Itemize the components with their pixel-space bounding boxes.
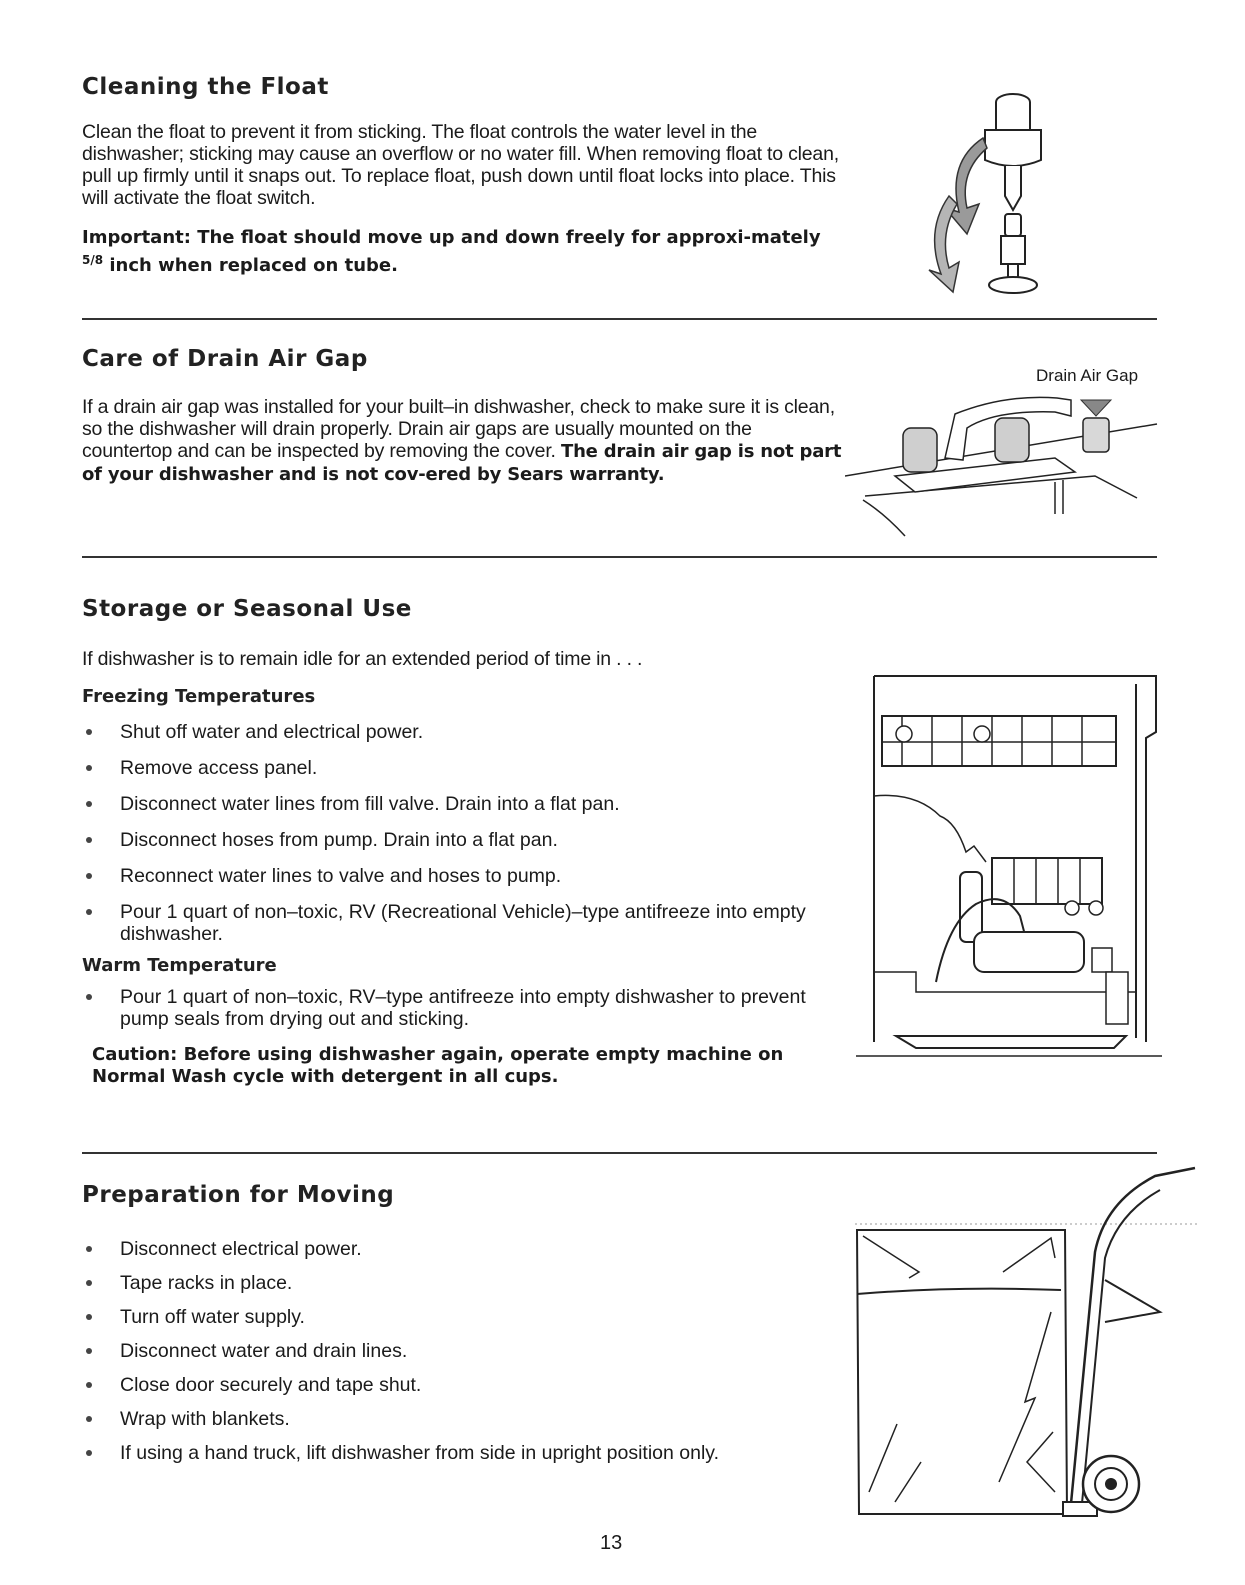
moving-section [82,1182,852,1464]
bullet-icon [86,837,92,843]
list-item: Turn off water supply. [82,1306,852,1328]
list-item: Close door securely and tape shut. [82,1374,852,1396]
bullet-icon [86,1314,92,1320]
drain-air-gap-illustration [845,388,1175,546]
float-important [82,227,842,277]
list-item: Tape racks in place. [82,1272,852,1294]
bullet-icon [86,765,92,771]
bullet-icon [86,1246,92,1252]
divider-2 [82,556,1157,558]
hand-truck-illustration [855,1162,1200,1522]
bullet-icon [86,1382,92,1388]
airgap-body-text: If a drain air gap was installed for your built–in dishwasher, check to make sure it is clean, so the dishwasher will drain properly. Drain air gaps are usually mounted on the countertop and can be inspected by removing the cover. [82,396,835,462]
freezing-subheading: Freezing Temperatures [82,686,316,707]
float-important-fraction: 5/8 [82,253,104,267]
float-body: Clean the float to prevent it from sticking. The float controls the water level in the dishwasher; sticking may cause an overflow or no water fill. When removing float to clean, pull up firmly until it snaps out. To replace float, push down until float locks into place. This will activate the float switch. [82,121,839,209]
list-item: If using a hand truck, lift dishwasher from side in upright position only. [82,1442,852,1464]
list-item: Reconnect water lines to valve and hoses to pump. [82,865,852,887]
bullet-icon [86,1450,92,1456]
list-item: Disconnect water and drain lines. [82,1340,852,1362]
storage-heading: Storage or Seasonal Use [82,596,412,622]
dishwasher-interior-illustration [856,672,1162,1060]
float-section [82,74,842,277]
divider-3 [82,1152,1157,1154]
storage-caution: Caution: Before using dishwasher again, operate empty machine on Normal Wash cycle with detergent in all cups. [92,1044,784,1087]
float-illustration [925,78,1065,300]
storage-section [82,596,852,1088]
list-item: Disconnect hoses from pump. Drain into a flat pan. [82,829,852,851]
bullet-icon [86,1416,92,1422]
bullet-icon [86,801,92,807]
storage-intro: If dishwasher is to remain idle for an extended period of time in . . . [82,648,643,670]
airgap-section [82,346,844,486]
airgap-figure-label: Drain Air Gap [1036,366,1139,385]
page-number: 13 [600,1532,623,1554]
warm-list [82,986,852,1030]
airgap-heading: Care of Drain Air Gap [82,346,368,372]
bullet-icon [86,1280,92,1286]
float-important-b: inch when replaced on tube. [103,255,398,276]
list-item: Pour 1 quart of non–toxic, RV–type antifreeze into empty dishwasher to prevent pump seals from drying out and sticking. [82,986,852,1030]
bullet-icon [86,994,92,1000]
list-item: Pour 1 quart of non–toxic, RV (Recreational Vehicle)–type antifreeze into empty dishwasher. [82,901,852,945]
float-heading: Cleaning the Float [82,74,329,100]
float-important-a: Important: The float should move up and down freely for approxi-mately [82,227,821,248]
list-item: Disconnect electrical power. [82,1238,852,1260]
list-item: Remove access panel. [82,757,852,779]
bullet-icon [86,909,92,915]
list-item: Wrap with blankets. [82,1408,852,1430]
moving-list [82,1238,852,1464]
divider-1 [82,318,1157,320]
list-item: Disconnect water lines from fill valve. Drain into a flat pan. [82,793,852,815]
bullet-icon [86,873,92,879]
moving-heading: Preparation for Moving [82,1182,395,1208]
freezing-list [82,721,852,945]
bullet-icon [86,729,92,735]
airgap-body-bold: The drain air gap is not part of your dishwasher and is not cov-ered by Sears warranty. [82,441,842,485]
list-item: Shut off water and electrical power. [82,721,852,743]
airgap-body [82,396,844,486]
warm-subheading: Warm Temperature [82,955,277,976]
bullet-icon [86,1348,92,1354]
